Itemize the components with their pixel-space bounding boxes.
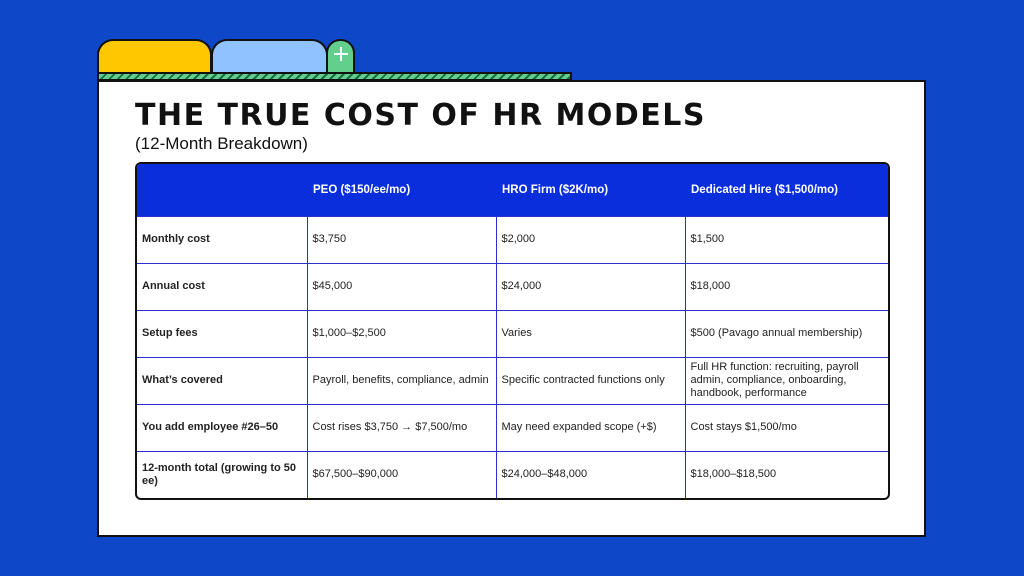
row-label: Monthly cost xyxy=(137,216,307,263)
table-row xyxy=(137,310,888,357)
row-label: What’s covered xyxy=(137,357,307,404)
row-label: 12-month total (growing to 50 ee) xyxy=(137,451,307,498)
cost-comparison-table xyxy=(135,162,890,500)
column-header: Dedicated Hire ($1,500/mo) xyxy=(685,164,888,216)
table-row xyxy=(137,357,888,404)
page-subtitle: (12-Month Breakdown) xyxy=(135,134,308,153)
table-row xyxy=(137,451,888,498)
table-cell: $18,000 xyxy=(685,263,888,310)
column-header: PEO ($150/ee/mo) xyxy=(307,164,496,216)
table-cell: Full HR function: recruiting, payroll admin, compliance, onboarding, handbook, performance xyxy=(685,357,888,404)
table-cell: Payroll, benefits, compliance, admin xyxy=(307,357,496,404)
table-cell: $2,000 xyxy=(496,216,685,263)
table-cell: $3,750 xyxy=(307,216,496,263)
table-cell: $24,000 xyxy=(496,263,685,310)
plus-icon xyxy=(332,45,350,63)
table-cell: $1,500 xyxy=(685,216,888,263)
column-header: HRO Firm ($2K/mo) xyxy=(496,164,685,216)
row-label: Annual cost xyxy=(137,263,307,310)
row-label: You add employee #26–50 xyxy=(137,404,307,451)
table-cell: $18,000–$18,500 xyxy=(685,451,888,498)
table-cell: Varies xyxy=(496,310,685,357)
table-cell: Cost stays $1,500/mo xyxy=(685,404,888,451)
table-row xyxy=(137,404,888,451)
row-label: Setup fees xyxy=(137,310,307,357)
table-cell: $500 (Pavago annual membership) xyxy=(685,310,888,357)
table-row xyxy=(137,263,888,310)
table-cell: Specific contracted functions only xyxy=(496,357,685,404)
table-cell: May need expanded scope (+$) xyxy=(496,404,685,451)
table-row xyxy=(137,216,888,263)
table-cell: $1,000–$2,500 xyxy=(307,310,496,357)
table-cell: $67,500–$90,000 xyxy=(307,451,496,498)
table-header-row xyxy=(137,164,888,216)
page-title: THE TRUE COST OF HR MODELS xyxy=(135,98,706,133)
column-header xyxy=(137,164,307,216)
table-cell: $24,000–$48,000 xyxy=(496,451,685,498)
content-card xyxy=(97,80,926,537)
table-cell: $45,000 xyxy=(307,263,496,310)
table-cell: Cost rises $3,750 → $7,500/mo xyxy=(307,404,496,451)
